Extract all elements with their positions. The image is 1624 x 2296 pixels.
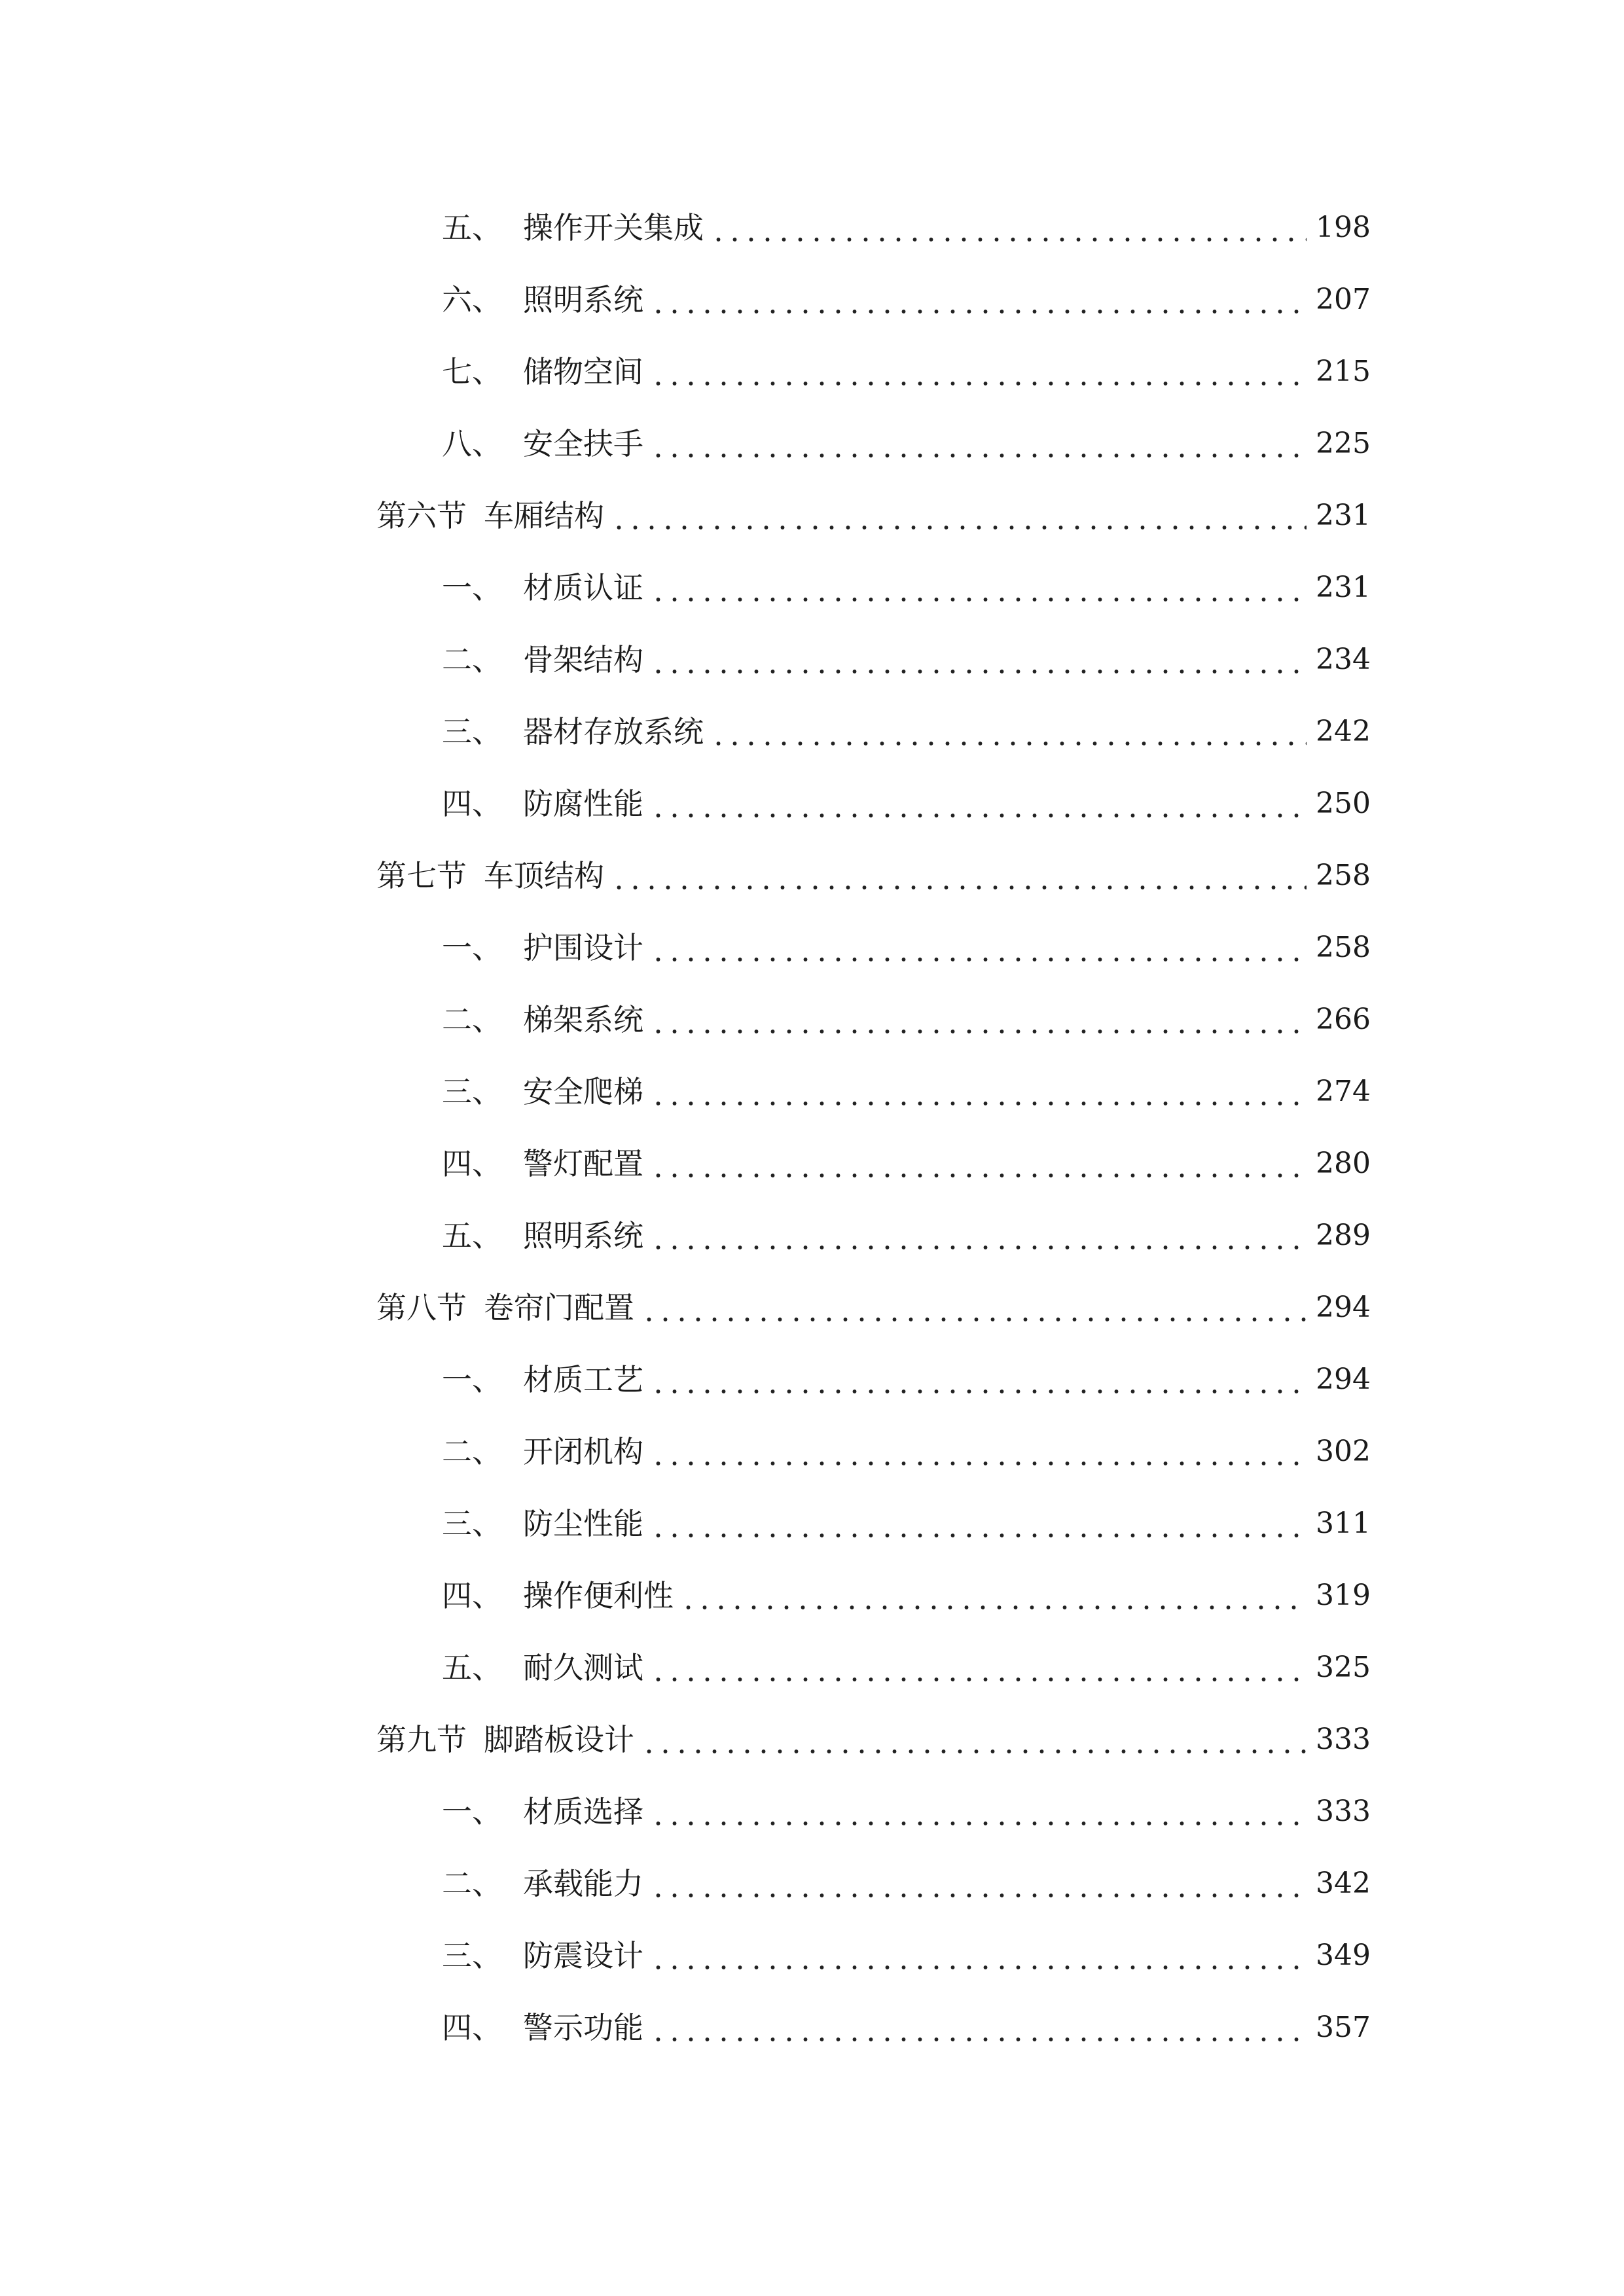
dot-leader: [650, 918, 1307, 977]
entry-title: [442, 774, 647, 833]
entry-number: 三、: [442, 1074, 502, 1109]
entry-title: [442, 1998, 647, 2057]
entry-title: [376, 846, 608, 905]
entry-label: 梯架系统: [523, 1002, 643, 1037]
entry-label: 防腐性能: [523, 786, 643, 821]
entry-number: 二、: [442, 1002, 502, 1037]
entry-number: 四、: [442, 1578, 502, 1613]
dot-leader: [680, 1566, 1307, 1625]
entry-number: 六、: [442, 282, 502, 317]
entry-label: 卷帘门配置: [484, 1290, 634, 1325]
toc-entry[interactable]: [0, 1710, 1624, 1769]
entry-label: 安全扶手: [523, 426, 643, 461]
entry-number: 五、: [442, 1218, 502, 1253]
toc-entry[interactable]: [0, 1134, 1624, 1193]
dot-leader: [641, 1278, 1307, 1337]
entry-number: 二、: [442, 1434, 502, 1469]
dot-leader: [611, 486, 1307, 545]
entry-title: [442, 990, 647, 1049]
entry-label: 护围设计: [523, 930, 643, 965]
dot-leader: [641, 1710, 1307, 1769]
dot-leader: [650, 1422, 1307, 1481]
entry-title: [442, 1422, 647, 1481]
dot-leader: [650, 270, 1307, 329]
dot-leader: [650, 774, 1307, 833]
toc-entry[interactable]: [0, 1062, 1624, 1121]
entry-label: 器材存放系统: [523, 714, 704, 749]
entry-number: 三、: [442, 1938, 502, 1973]
entry-label: 材质工艺: [523, 1362, 643, 1397]
entry-title: [442, 1350, 647, 1409]
entry-label: 开闭机构: [523, 1434, 643, 1469]
entry-title: [376, 486, 608, 545]
dot-leader: [650, 1350, 1307, 1409]
toc-entry[interactable]: [0, 1278, 1624, 1337]
entry-number: 三、: [442, 714, 502, 749]
entry-label: 安全爬梯: [523, 1074, 643, 1109]
entry-number: 一、: [442, 1362, 502, 1397]
toc-entry[interactable]: [0, 630, 1624, 689]
entry-page-number: 242: [1316, 715, 1371, 748]
entry-page-number: 258: [1316, 859, 1371, 892]
entry-number: 七、: [442, 354, 502, 389]
entry-page-number: 302: [1316, 1435, 1371, 1468]
entry-label: 脚踏板设计: [484, 1722, 634, 1757]
toc-entry[interactable]: [0, 918, 1624, 977]
entry-number: 四、: [442, 2010, 502, 2045]
entry-number: 第九节: [376, 1722, 467, 1757]
entry-page-number: 311: [1316, 1507, 1371, 1540]
entry-number: 一、: [442, 1794, 502, 1829]
toc-entry[interactable]: [0, 1854, 1624, 1913]
toc-entry[interactable]: [0, 198, 1624, 257]
entry-title: [442, 1494, 647, 1553]
entry-page-number: 333: [1316, 1795, 1371, 1828]
entry-label: 耐久测试: [523, 1650, 643, 1685]
toc-entry[interactable]: [0, 270, 1624, 329]
entry-page-number: 266: [1316, 1003, 1371, 1036]
dot-leader: [650, 990, 1307, 1049]
dot-leader: [650, 342, 1307, 401]
entry-page-number: 258: [1316, 931, 1371, 964]
entry-page-number: 215: [1316, 355, 1371, 388]
entry-number: 五、: [442, 1650, 502, 1685]
entry-page-number: 349: [1316, 1939, 1371, 1972]
entry-page-number: 207: [1316, 283, 1371, 316]
dot-leader: [650, 1638, 1307, 1697]
dot-leader: [710, 702, 1307, 761]
entry-page-number: 319: [1316, 1579, 1371, 1612]
entry-page-number: 333: [1316, 1723, 1371, 1756]
entry-label: 操作便利性: [523, 1578, 674, 1613]
entry-page-number: 294: [1316, 1363, 1371, 1396]
entry-label: 承载能力: [523, 1866, 643, 1901]
entry-label: 照明系统: [523, 1218, 643, 1253]
entry-title: [442, 1782, 647, 1841]
entry-page-number: 231: [1316, 571, 1371, 604]
dot-leader: [650, 558, 1307, 617]
entry-page-number: 274: [1316, 1075, 1371, 1108]
toc-entry[interactable]: [0, 414, 1624, 473]
dot-leader: [650, 630, 1307, 689]
entry-page-number: 325: [1316, 1651, 1371, 1684]
entry-page-number: 250: [1316, 787, 1371, 820]
entry-number: 一、: [442, 570, 502, 605]
entry-number: 八、: [442, 426, 502, 461]
entry-title: [442, 1566, 677, 1625]
entry-number: 第七节: [376, 858, 467, 893]
toc-entry[interactable]: [0, 342, 1624, 401]
entry-page-number: 225: [1316, 427, 1371, 460]
entry-page-number: 198: [1316, 211, 1371, 244]
entry-page-number: 234: [1316, 643, 1371, 676]
dot-leader: [650, 1206, 1307, 1265]
entry-title: [442, 1638, 647, 1697]
entry-number: 一、: [442, 930, 502, 965]
entry-title: [442, 342, 647, 401]
dot-leader: [650, 1854, 1307, 1913]
dot-leader: [611, 846, 1307, 905]
toc-entry[interactable]: [0, 846, 1624, 905]
entry-title: [442, 1134, 647, 1193]
entry-page-number: 294: [1316, 1291, 1371, 1324]
entry-label: 车厢结构: [484, 498, 604, 533]
entry-title: [442, 1926, 647, 1985]
toc-entry[interactable]: [0, 1782, 1624, 1841]
entry-page-number: 231: [1316, 499, 1371, 532]
entry-label: 警示功能: [523, 2010, 643, 2045]
entry-title: [442, 1062, 647, 1121]
entry-number: 四、: [442, 1146, 502, 1181]
dot-leader: [650, 414, 1307, 473]
entry-title: [442, 702, 708, 761]
entry-title: [442, 918, 647, 977]
entry-label: 防震设计: [523, 1938, 643, 1973]
entry-number: 第八节: [376, 1290, 467, 1325]
dot-leader: [650, 1998, 1307, 2057]
toc-entry[interactable]: [0, 1494, 1624, 1553]
entry-title: [376, 1710, 638, 1769]
entry-number: 三、: [442, 1506, 502, 1541]
entry-number: 二、: [442, 1866, 502, 1901]
toc-entry[interactable]: [0, 990, 1624, 1049]
toc-entry[interactable]: [0, 1566, 1624, 1625]
entry-label: 材质选择: [523, 1794, 643, 1829]
entry-label: 操作开关集成: [523, 210, 704, 245]
entry-number: 五、: [442, 210, 502, 245]
entry-page-number: 342: [1316, 1867, 1371, 1900]
toc-entry[interactable]: [0, 486, 1624, 545]
entry-label: 骨架结构: [523, 642, 643, 677]
toc-entry[interactable]: [0, 1926, 1624, 1985]
entry-page-number: 357: [1316, 2011, 1371, 2044]
entry-label: 储物空间: [523, 354, 643, 389]
toc-entry[interactable]: [0, 1422, 1624, 1481]
toc-entry[interactable]: [0, 1638, 1624, 1697]
entry-title: [442, 414, 647, 473]
entry-number: 四、: [442, 786, 502, 821]
toc-entry[interactable]: [0, 774, 1624, 833]
entry-page-number: 280: [1316, 1147, 1371, 1180]
dot-leader: [710, 198, 1307, 257]
entry-number: 第六节: [376, 498, 467, 533]
toc-entry[interactable]: [0, 1206, 1624, 1265]
entry-label: 材质认证: [523, 570, 643, 605]
entry-title: [442, 558, 647, 617]
entry-label: 车顶结构: [484, 858, 604, 893]
entry-label: 照明系统: [523, 282, 643, 317]
dot-leader: [650, 1134, 1307, 1193]
dot-leader: [650, 1782, 1307, 1841]
entry-title: [442, 270, 647, 329]
dot-leader: [650, 1926, 1307, 1985]
toc-entry[interactable]: [0, 702, 1624, 761]
entry-number: 二、: [442, 642, 502, 677]
entry-title: [442, 630, 647, 689]
toc-entry[interactable]: [0, 1998, 1624, 2057]
entry-title: [442, 1206, 647, 1265]
entry-title: [442, 1854, 647, 1913]
dot-leader: [650, 1062, 1307, 1121]
entry-page-number: 289: [1316, 1219, 1371, 1252]
entry-title: [442, 198, 708, 257]
dot-leader: [650, 1494, 1307, 1553]
toc-entry[interactable]: [0, 558, 1624, 617]
entry-label: 防尘性能: [523, 1506, 643, 1541]
toc-entry[interactable]: [0, 1350, 1624, 1409]
entry-title: [376, 1278, 638, 1337]
entry-label: 警灯配置: [523, 1146, 643, 1181]
